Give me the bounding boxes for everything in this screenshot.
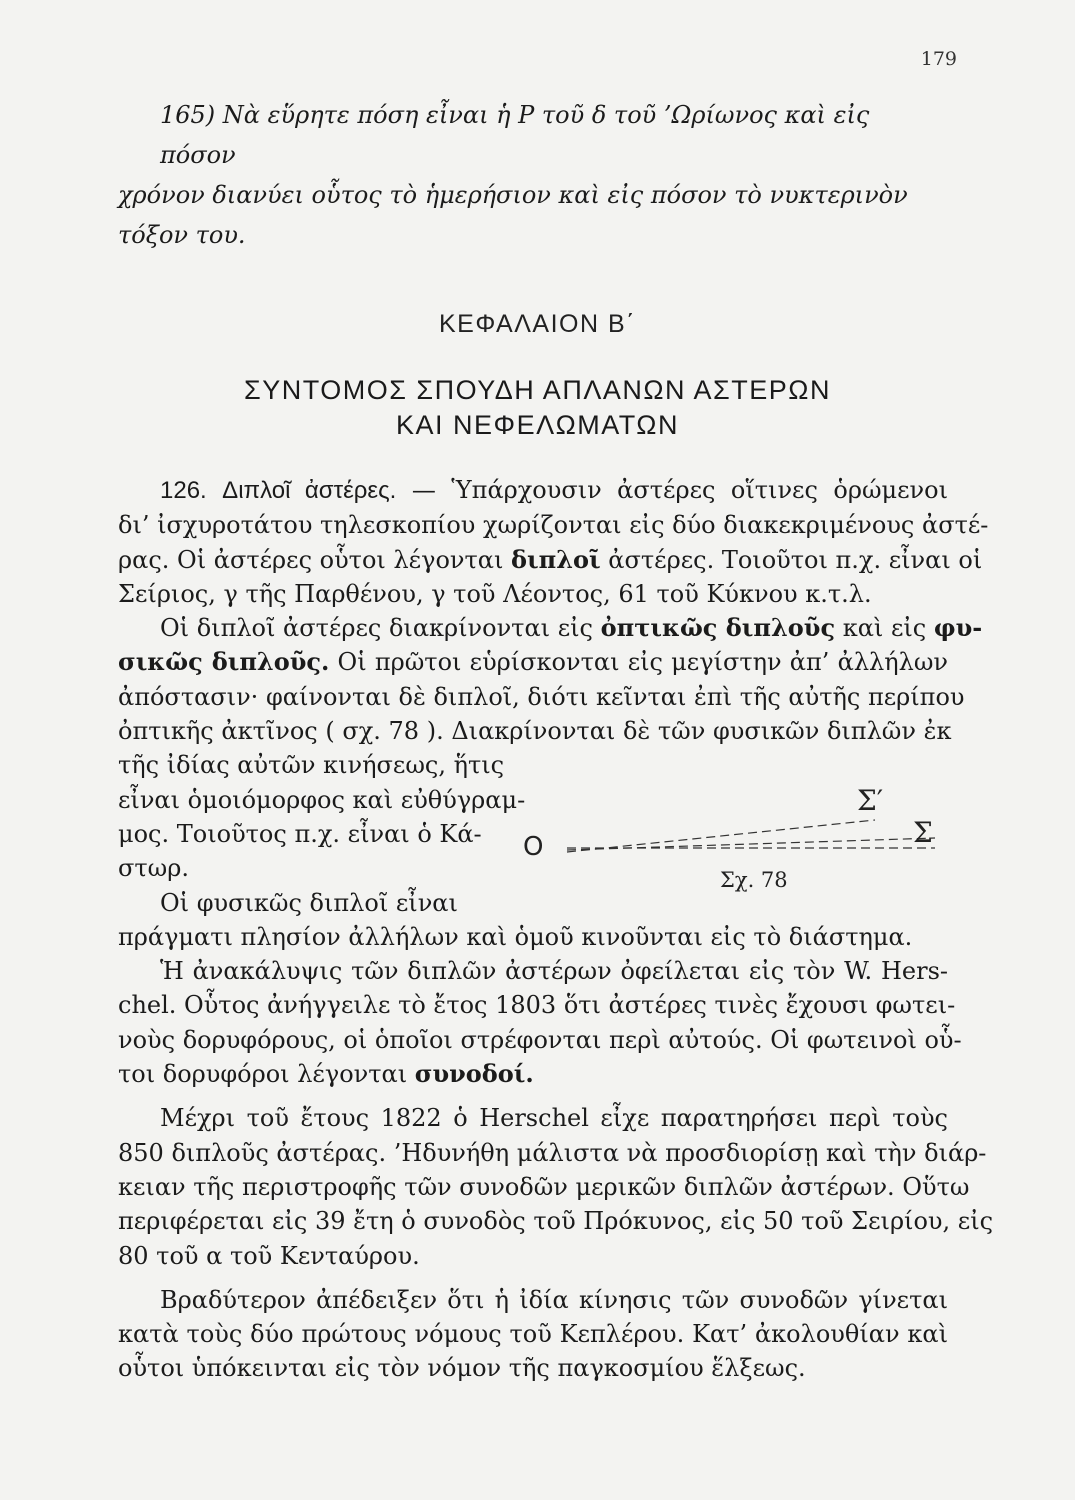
- p6-line-2: κατὰ τοὺς δύο πρώτους νόμους τοῦ Κεπλέρου. Κατ’ ἀκολουθίαν καὶ: [118, 1320, 948, 1349]
- p2-line-8: στωρ.: [118, 854, 189, 883]
- section-126-body: [118, 473, 994, 1386]
- p1-line-1: [118, 473, 948, 508]
- term-optikos-diplous: ὀπτικῶς διπλοῦς: [600, 613, 836, 643]
- p3-line-1: Οἱ φυσικῶς διπλοῖ εἶναι: [160, 888, 458, 917]
- p2-line-7: μος. Τοιοῦτος π.χ. εἶναι ὁ Κά-: [118, 819, 482, 848]
- p6-line-3: οὗτοι ὑπόκεινται εἰς τὸν νόμον τῆς παγκοσμίου ἕλξεως.: [118, 1354, 806, 1383]
- p2-line-3: ἀπόστασιν· φαίνονται δὲ διπλοῖ, διότι κεῖνται ἐπὶ τῆς αὐτῆς περίπου: [118, 682, 965, 711]
- term-fy: φυ-: [933, 613, 983, 643]
- p4-line-3: νοὺς δορυφόρους, οἱ ὁποῖοι στρέφονται περὶ αὐτούς. Οἱ φωτεινοὶ οὗ-: [118, 1025, 962, 1054]
- p1-text-1: — Ὑπάρχουσιν ἀστέρες οἵτινες ὁρώμενοι: [411, 476, 948, 504]
- observer-label: O: [523, 832, 544, 862]
- figure-caption: Σχ. 78: [720, 868, 788, 892]
- p4-line-1: Ἡ ἀνακάλυψις τῶν διπλῶν ἀστέρων ὀφείλεται εἰς τὸν W. Hers-: [160, 957, 948, 986]
- star-near-label: Σ′: [857, 784, 884, 817]
- exercise-line-2: χρόνον διανύει οὗτος τὸ ἡμερήσιον καὶ εἰς πόσον τὸ νυκτερινὸν τόξον του.: [118, 181, 908, 249]
- p3-line-2: πράγματι πλησίον ἀλλήλων καὶ ὁμοῦ κινοῦνται εἰς τὸ διάστημα.: [118, 922, 913, 951]
- term-diploi: διπλοῖ: [511, 544, 601, 574]
- p5-line-5: 80 τοῦ α τοῦ Κενταύρου.: [118, 1241, 420, 1270]
- p2-line-5: τῆς ἰδίας αὐτῶν κινήσεως, ἥτις: [118, 751, 505, 780]
- star-far-label: Σ: [913, 816, 933, 849]
- p4-line-2: chel. Οὗτος ἀνήγγειλε τὸ ἔτος 1803 ὅτι ἀστέρες τινὲς ἔχουσι φωτει-: [118, 991, 956, 1020]
- term-fysikos-diplous: σικῶς διπλοῦς.: [118, 647, 330, 677]
- p5-line-4: περιφέρεται εἰς 39 ἔτη ὁ συνοδὸς τοῦ Πρόκυνος, εἰς 50 τοῦ Σειρίου, εἰς: [118, 1207, 994, 1236]
- p2-text-1b: καὶ εἰς: [842, 614, 927, 643]
- exercise-165: [118, 95, 948, 255]
- p2-line-2: [118, 645, 948, 679]
- p1-text-3a: ρας. Οἱ ἀστέρες οὗτοι λέγονται: [118, 545, 504, 574]
- p2-text-2: Οἱ πρῶτοι εὑρίσκονται εἰς μεγίστην ἀπ’ ἀλλήλων: [337, 648, 948, 677]
- p4-line-4: [118, 1057, 948, 1091]
- p1-line-2: δι’ ἰσχυροτάτου τηλεσκοπίου χωρίζονται εἰς δύο διακεκριμένους ἀστέ-: [118, 511, 989, 540]
- p2-line-6: εἶναι ὁμοιόμορφος καὶ εὐθύγραμ-: [118, 785, 526, 814]
- page-number: 179: [920, 48, 957, 70]
- chapter-title-line-1: ΣΥΝΤΟΜΟΣ ΣΠΟΥΔΗ ΑΠΛΑΝΩΝ ΑΣΤΕΡΩΝ: [244, 375, 831, 405]
- section-number: 126.: [160, 477, 207, 504]
- p5-line-1: Μέχρι τοῦ ἔτους 1822 ὁ Herschel εἶχε παρατηρήσει περὶ τοὺς: [160, 1104, 948, 1133]
- p5-line-2: 850 διπλοῦς ἀστέρας. ’Ηδυνήθη μάλιστα νὰ προσδιορίσῃ καὶ τὴν διάρ-: [118, 1138, 987, 1167]
- p6-line-1: Βραδύτερον ἀπέδειξεν ὅτι ἡ ἰδία κίνησις τῶν συνοδῶν γίνεται: [160, 1285, 948, 1314]
- section-heading: Διπλοῖ ἀστέρες.: [222, 477, 397, 504]
- p1-line-4: Σείριος, γ τῆς Παρθένου, γ τοῦ Λέοντος, 61 τοῦ Κύκνου κ.τ.λ.: [118, 579, 872, 608]
- sight-line-upper: [567, 820, 875, 852]
- chapter-title-line-2: ΚΑΙ ΝΕΦΕΛΩΜΑΤΩΝ: [396, 410, 679, 440]
- exercise-line-1: 165) Νὰ εὕρητε πόση εἶναι ἡ P τοῦ δ τοῦ ’Ωρίωνος καὶ εἰς πόσον: [160, 101, 870, 169]
- p1-text-3b: ἀστέρες. Τοιοῦτοι π.χ. εἶναι οἱ: [608, 545, 983, 574]
- term-synodoi: συνοδοί.: [414, 1059, 534, 1089]
- p2-line-1: [118, 611, 983, 645]
- chapter-heading: ΚΕΦΑΛΑΙΟΝ Β΄: [438, 310, 637, 338]
- p4-text-4: τοι δορυφόροι λέγονται: [118, 1060, 408, 1089]
- p2-line-4: ὀπτικῆς ἀκτῖνος ( σχ. 78 ). Διακρίνονται δὲ τῶν φυσικῶν διπλῶν ἐκ: [118, 717, 952, 746]
- p5-line-3: κειαν τῆς περιστροφῆς τῶν συνοδῶν μερικῶν διπλῶν ἀστέρων. Οὕτω: [118, 1172, 970, 1201]
- p1-line-3: [118, 543, 983, 577]
- chapter-title: [0, 373, 1075, 443]
- p2-text-1a: Οἱ διπλοῖ ἀστέρες διακρίνονται εἰς: [160, 614, 593, 643]
